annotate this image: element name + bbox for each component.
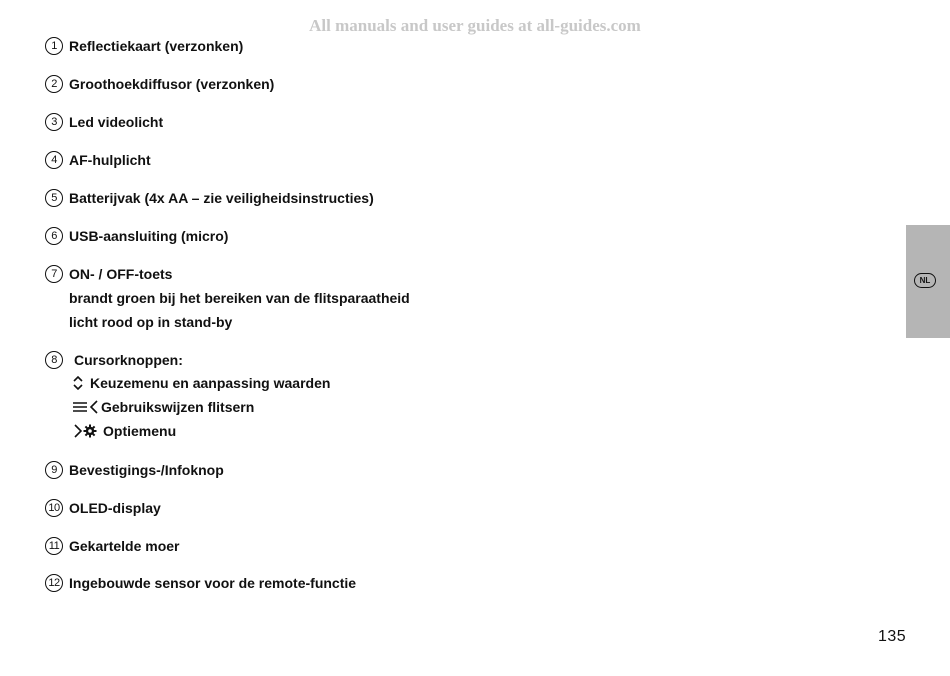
- item-number: 3: [45, 113, 63, 131]
- up-down-chevron-icon: [73, 376, 83, 390]
- list-item: [45, 538, 180, 555]
- list-item: [45, 575, 356, 592]
- item-label: USB-aansluiting (micro): [69, 228, 229, 244]
- watermark-text: All manuals and user guides at all-guides.com: [309, 16, 641, 35]
- item-label: AF-hulplicht: [69, 152, 151, 168]
- list-item: [45, 266, 172, 283]
- item-label: Groothoekdiffusor (verzonken): [69, 76, 275, 92]
- item-label: Led videolicht: [69, 114, 164, 130]
- menu-lines-icon: [73, 400, 89, 414]
- cursor-sub-item: [73, 423, 176, 439]
- chevron-left-icon: [89, 400, 99, 414]
- list-item: [45, 190, 374, 207]
- list-item: [45, 152, 151, 169]
- cursor-sub-item: [73, 375, 330, 391]
- sub-item-label: Gebruikswijzen flitsern: [101, 399, 255, 415]
- item-label: ON- / OFF-toets: [69, 266, 173, 282]
- item-number: 2: [45, 75, 63, 93]
- item-number: 6: [45, 227, 63, 245]
- item-label: Cursorknoppen:: [74, 352, 183, 368]
- item-detail-line: brandt groen bij het bereiken van de flitsparaatheid: [69, 290, 410, 306]
- item-number: 12: [45, 574, 63, 592]
- language-badge: NL: [914, 273, 936, 288]
- item-number: 10: [45, 499, 63, 517]
- chevron-right-icon: [73, 424, 83, 438]
- gear-icon: [83, 424, 97, 438]
- list-item: [45, 76, 274, 93]
- list-item: [45, 38, 243, 55]
- sub-item-label: Keuzemenu en aanpassing waarden: [90, 375, 331, 391]
- item-label: OLED-display: [69, 500, 161, 516]
- list-item: [45, 462, 224, 479]
- item-number: 7: [45, 265, 63, 283]
- item-label: Reflectiekaart (verzonken): [69, 38, 244, 54]
- page-number: 135: [878, 628, 907, 645]
- item-number: 5: [45, 189, 63, 207]
- item-number: 1: [45, 37, 63, 55]
- item-label: Ingebouwde sensor voor de remote-functie: [69, 575, 357, 591]
- item-number: 9: [45, 461, 63, 479]
- item-number: 8: [45, 351, 63, 369]
- item-detail-line: licht rood op in stand-by: [69, 314, 233, 330]
- item-number: 11: [45, 537, 63, 555]
- sub-item-label: Optiemenu: [103, 423, 177, 439]
- list-item: [45, 228, 228, 245]
- list-item: [45, 500, 161, 517]
- item-label: Bevestigings-/Infoknop: [69, 462, 224, 478]
- list-item: [45, 352, 183, 369]
- list-item: [45, 114, 163, 131]
- cursor-sub-item: [73, 399, 254, 415]
- item-number: 4: [45, 151, 63, 169]
- item-label: Batterijvak (4x AA – zie veiligheidsinstructies): [69, 190, 374, 206]
- item-label: Gekartelde moer: [69, 538, 180, 554]
